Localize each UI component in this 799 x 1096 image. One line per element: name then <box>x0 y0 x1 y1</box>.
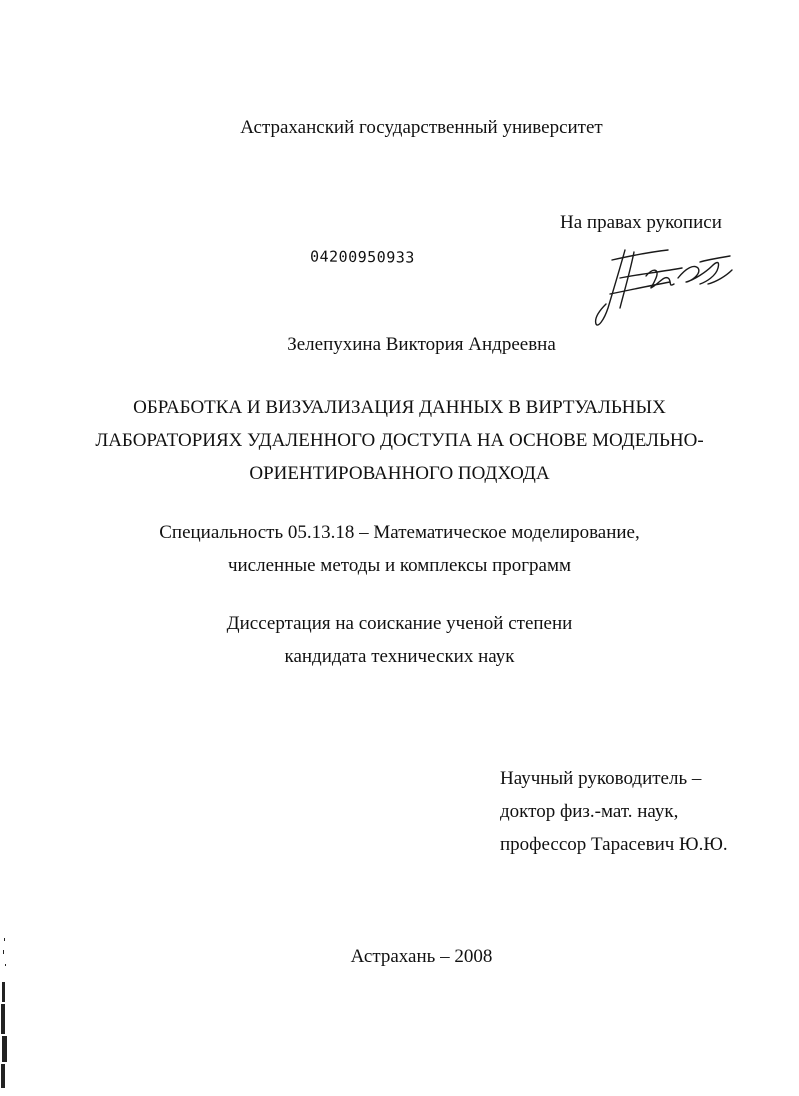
degree-line: Диссертация на соискание ученой степени <box>226 613 573 634</box>
supervisor-line: Научный руководитель – <box>500 768 702 789</box>
scan-edge-artifact <box>0 930 12 1096</box>
rights-notice: На правах рукописи <box>560 212 722 233</box>
author-name: Зелепухина Виктория Андреевна <box>287 334 556 355</box>
title-line: ЛАБОРАТОРИЯХ УДАЛЕННОГО ДОСТУПА НА ОСНОВЕ МОДЕЛЬНО- <box>95 430 704 451</box>
registration-number-stamp: 04200950933 <box>309 247 415 267</box>
title-line: ОБРАБОТКА И ВИЗУАЛИЗАЦИЯ ДАННЫХ В ВИРТУАЛЬНЫХ <box>133 397 666 418</box>
city-year: Астрахань – 2008 <box>350 946 493 967</box>
specialty-line: Специальность 05.13.18 – Математическое моделирование, <box>159 522 640 543</box>
title-line: ОРИЕНТИРОВАННОГО ПОДХОДА <box>249 463 550 484</box>
supervisor-line: доктор физ.-мат. наук, <box>500 801 679 822</box>
supervisor-block <box>500 762 728 861</box>
degree-block <box>0 607 799 673</box>
dissertation-title <box>0 391 799 490</box>
specialty-line: численные методы и комплексы программ <box>227 555 572 576</box>
university-name: Астраханский государственный университет <box>240 117 603 138</box>
author-signature <box>590 238 740 330</box>
specialty-block <box>0 516 799 582</box>
degree-line: кандидата технических наук <box>284 646 515 667</box>
supervisor-line: профессор Тарасевич Ю.Ю. <box>500 834 728 855</box>
